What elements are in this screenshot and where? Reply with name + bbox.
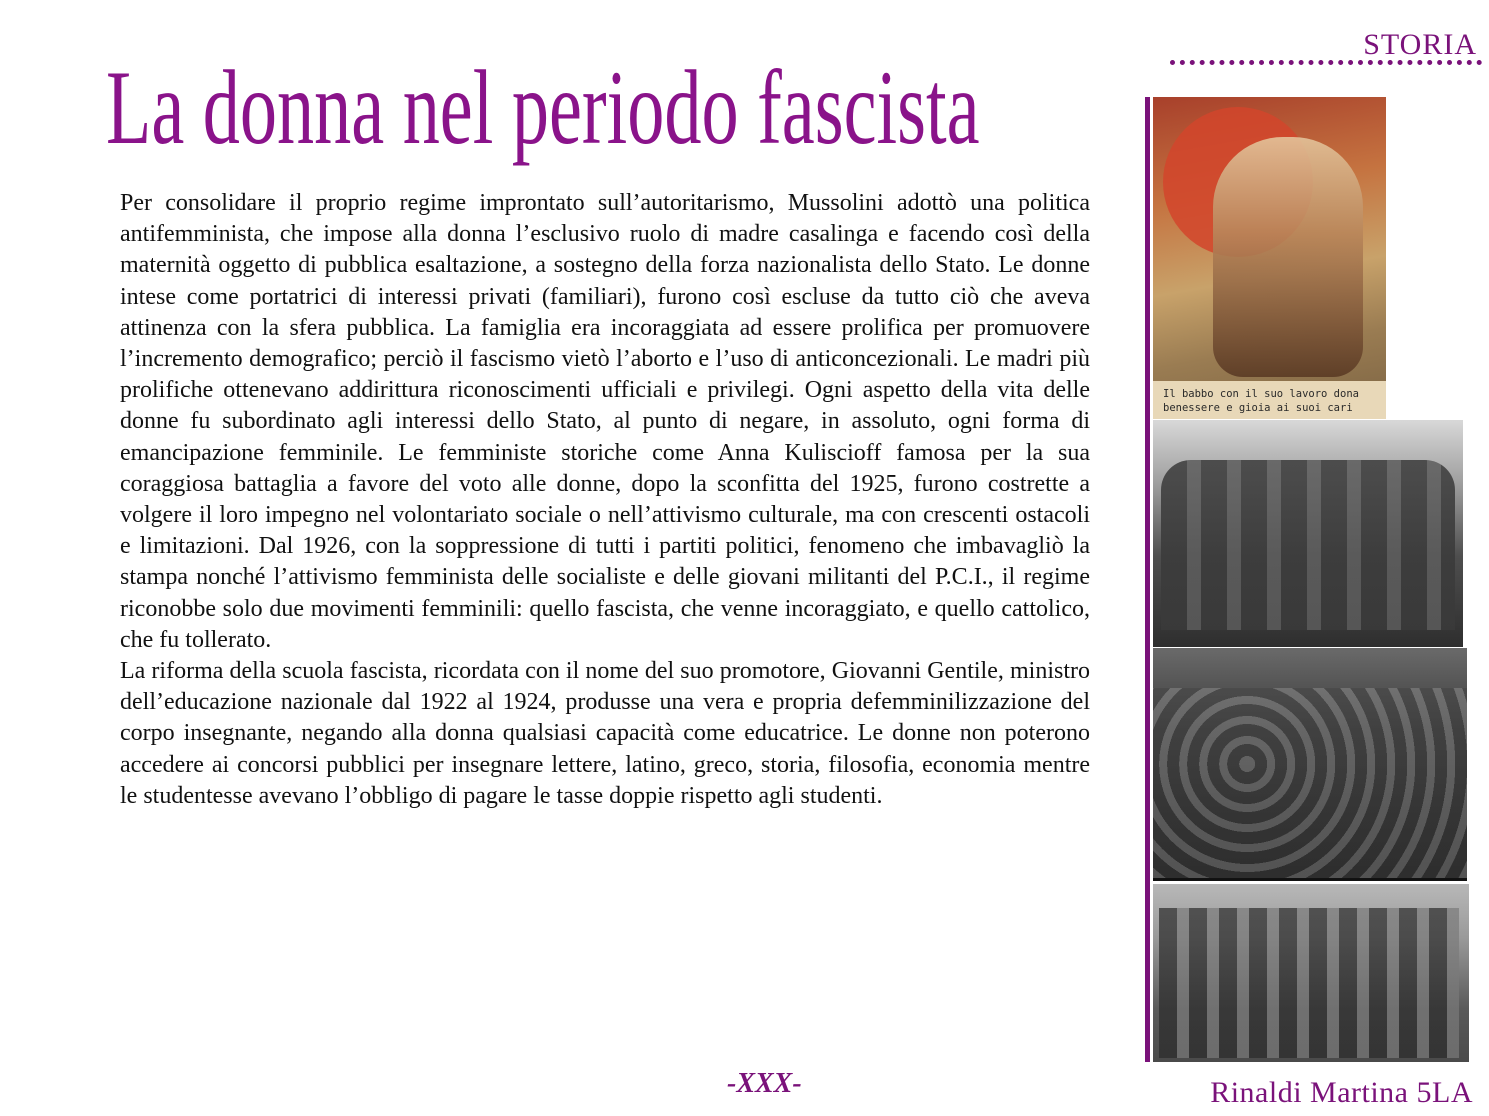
poster-figure-shape [1213, 137, 1363, 377]
group-people-shape [1161, 460, 1455, 630]
paragraph-2: La riforma della scuola fascista, ricordata con il nome del suo promotore, Giovanni Gentile, ministro dell’educazione nazionale dal 1922 al 1924, produsse una vera e propria defemminilizzazione del corpo insegnante, negando alla donna qualsiasi capacità come educatrice. Le donne non poterono accedere ai concorsi pubblici per insegnare lettere, latino, greco, storia, filosofia, economia mentre le studentesse avevano l’obbligo di pagare le tasse doppie rispetto agli studenti. [120, 658, 1090, 809]
section-label: STORIA [1363, 28, 1477, 61]
page-title: La donna nel periodo fascista [106, 49, 980, 166]
author-name: Rinaldi Martina 5LA [1210, 1076, 1473, 1109]
crowd-faces-shape [1153, 688, 1467, 878]
poster-caption-line-1: Il babbo con il suo lavoro dona [1163, 388, 1359, 400]
footer-mark: -XXX- [727, 1068, 802, 1099]
dotted-rule [1170, 60, 1482, 65]
poster-caption-line-2: benessere e gioia ai suoi cari [1163, 402, 1353, 414]
article-body [120, 188, 1090, 812]
vertical-divider [1145, 97, 1150, 1062]
women-group-photo [1153, 420, 1463, 647]
paragraph-1: Per consolidare il proprio regime improntato sull’autoritarismo, Mussolini adottò una politica antifemminista, che impose alla donna l’esclusivo ruolo di madre casalinga e facendo così della maternità oggetto di pubblica esaltazione, a sostegno della forza nazionalista dello Stato. Le donne intese come portatrici di interessi privati (familiari), furono così escluse da tutto ciò che aveva attinenza con la sfera pubblica. La famiglia era incoraggiata ad essere prolifica per promuovere l’incremento demografico; perciò il fascismo vietò l’aborto e l’uso di anticoncezionali. Le madri più prolifiche ottenevano addirittura riconoscimenti ufficiali e privilegi. Ogni aspetto della vita delle donne fu subordinato agli interessi dello Stato, al punto di negare, in assoluto, ogni forma di emancipazione femminile. Le femministe storiche come Anna Kuliscioff famosa per la sua coraggiosa battaglia a favore del voto alle donne, dopo la sconfitta del 1925, furono costrette a volgere il loro impegno nel volontariato sociale o nell’attivismo culturale, ma con crescenti ostacoli e limitazioni. Dal 1926, con la soppressione di tutti i partiti politici, fenomeno che imbavagliò la stampa nonché l’attivismo femminista delle socialiste e delle giovani militanti del P.C.I., il regime riconobbe solo due movimenti femminili: quello fascista, che venne incoraggiato, e quello cattolico, che fu tollerato. [120, 190, 1090, 653]
propaganda-poster-photo [1153, 97, 1386, 419]
crowd-photo [1153, 648, 1467, 881]
children-shape [1159, 908, 1459, 1058]
poster-caption [1163, 387, 1378, 415]
children-group-photo [1153, 884, 1469, 1062]
